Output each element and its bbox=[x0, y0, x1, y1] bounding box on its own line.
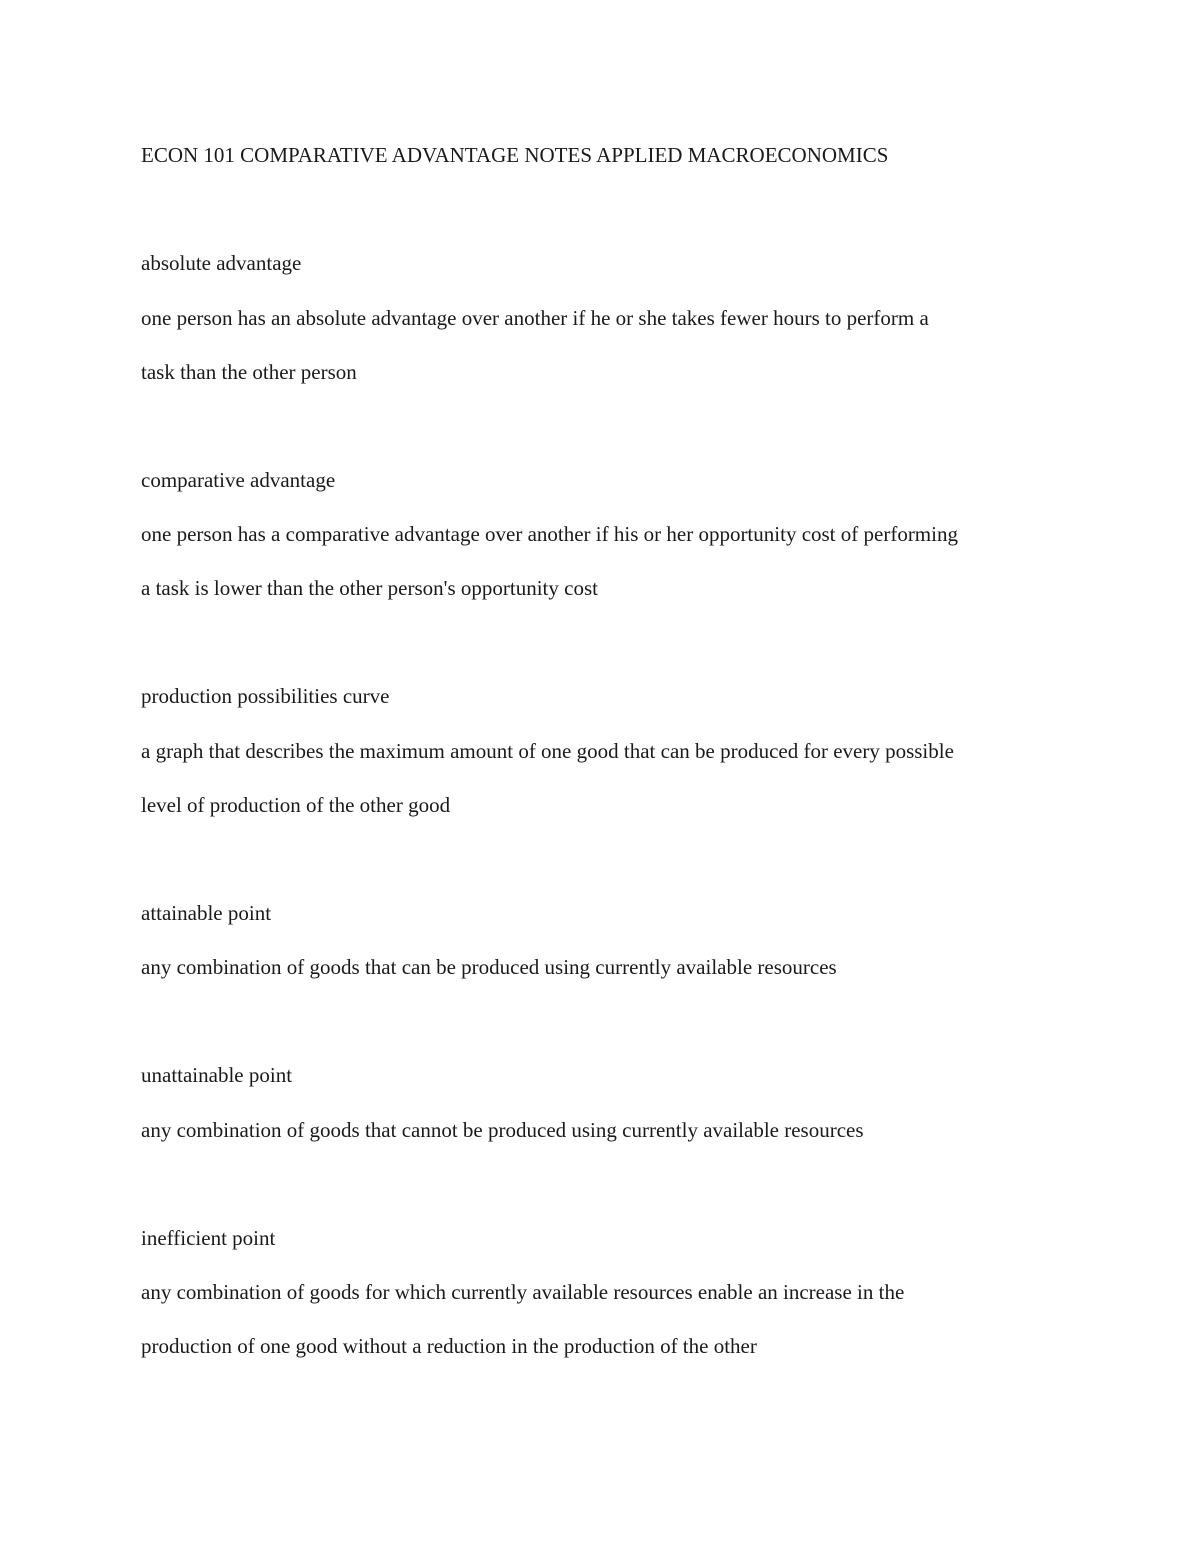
term-comparative-advantage: comparative advantage bbox=[141, 468, 336, 492]
definition-line: any combination of goods that can be produced using currently available resources bbox=[141, 955, 837, 979]
definition-line: one person has a comparative advantage over another if his or her opportunity cost of performing bbox=[141, 522, 958, 546]
term-unattainable-point: unattainable point bbox=[141, 1063, 293, 1087]
term-absolute-advantage: absolute advantage bbox=[141, 251, 302, 275]
definition-line: one person has an absolute advantage over another if he or she takes fewer hours to perform a bbox=[141, 306, 929, 330]
document-title: ECON 101 COMPARATIVE ADVANTAGE NOTES APPLIED MACROECONOMICS bbox=[141, 143, 889, 167]
definition-line: any combination of goods for which currently available resources enable an increase in the bbox=[141, 1280, 905, 1304]
definition-line: task than the other person bbox=[141, 360, 357, 384]
definition-line: production of one good without a reduction in the production of the other bbox=[141, 1334, 757, 1358]
term-attainable-point: attainable point bbox=[141, 901, 272, 925]
definition-line: level of production of the other good bbox=[141, 793, 451, 817]
term-production-possibilities-curve: production possibilities curve bbox=[141, 684, 390, 708]
definition-line: any combination of goods that cannot be produced using currently available resources bbox=[141, 1118, 864, 1142]
definition-line: a task is lower than the other person's opportunity cost bbox=[141, 576, 598, 600]
term-inefficient-point: inefficient point bbox=[141, 1226, 276, 1250]
definition-line: a graph that describes the maximum amount of one good that can be produced for every possible bbox=[141, 739, 954, 763]
